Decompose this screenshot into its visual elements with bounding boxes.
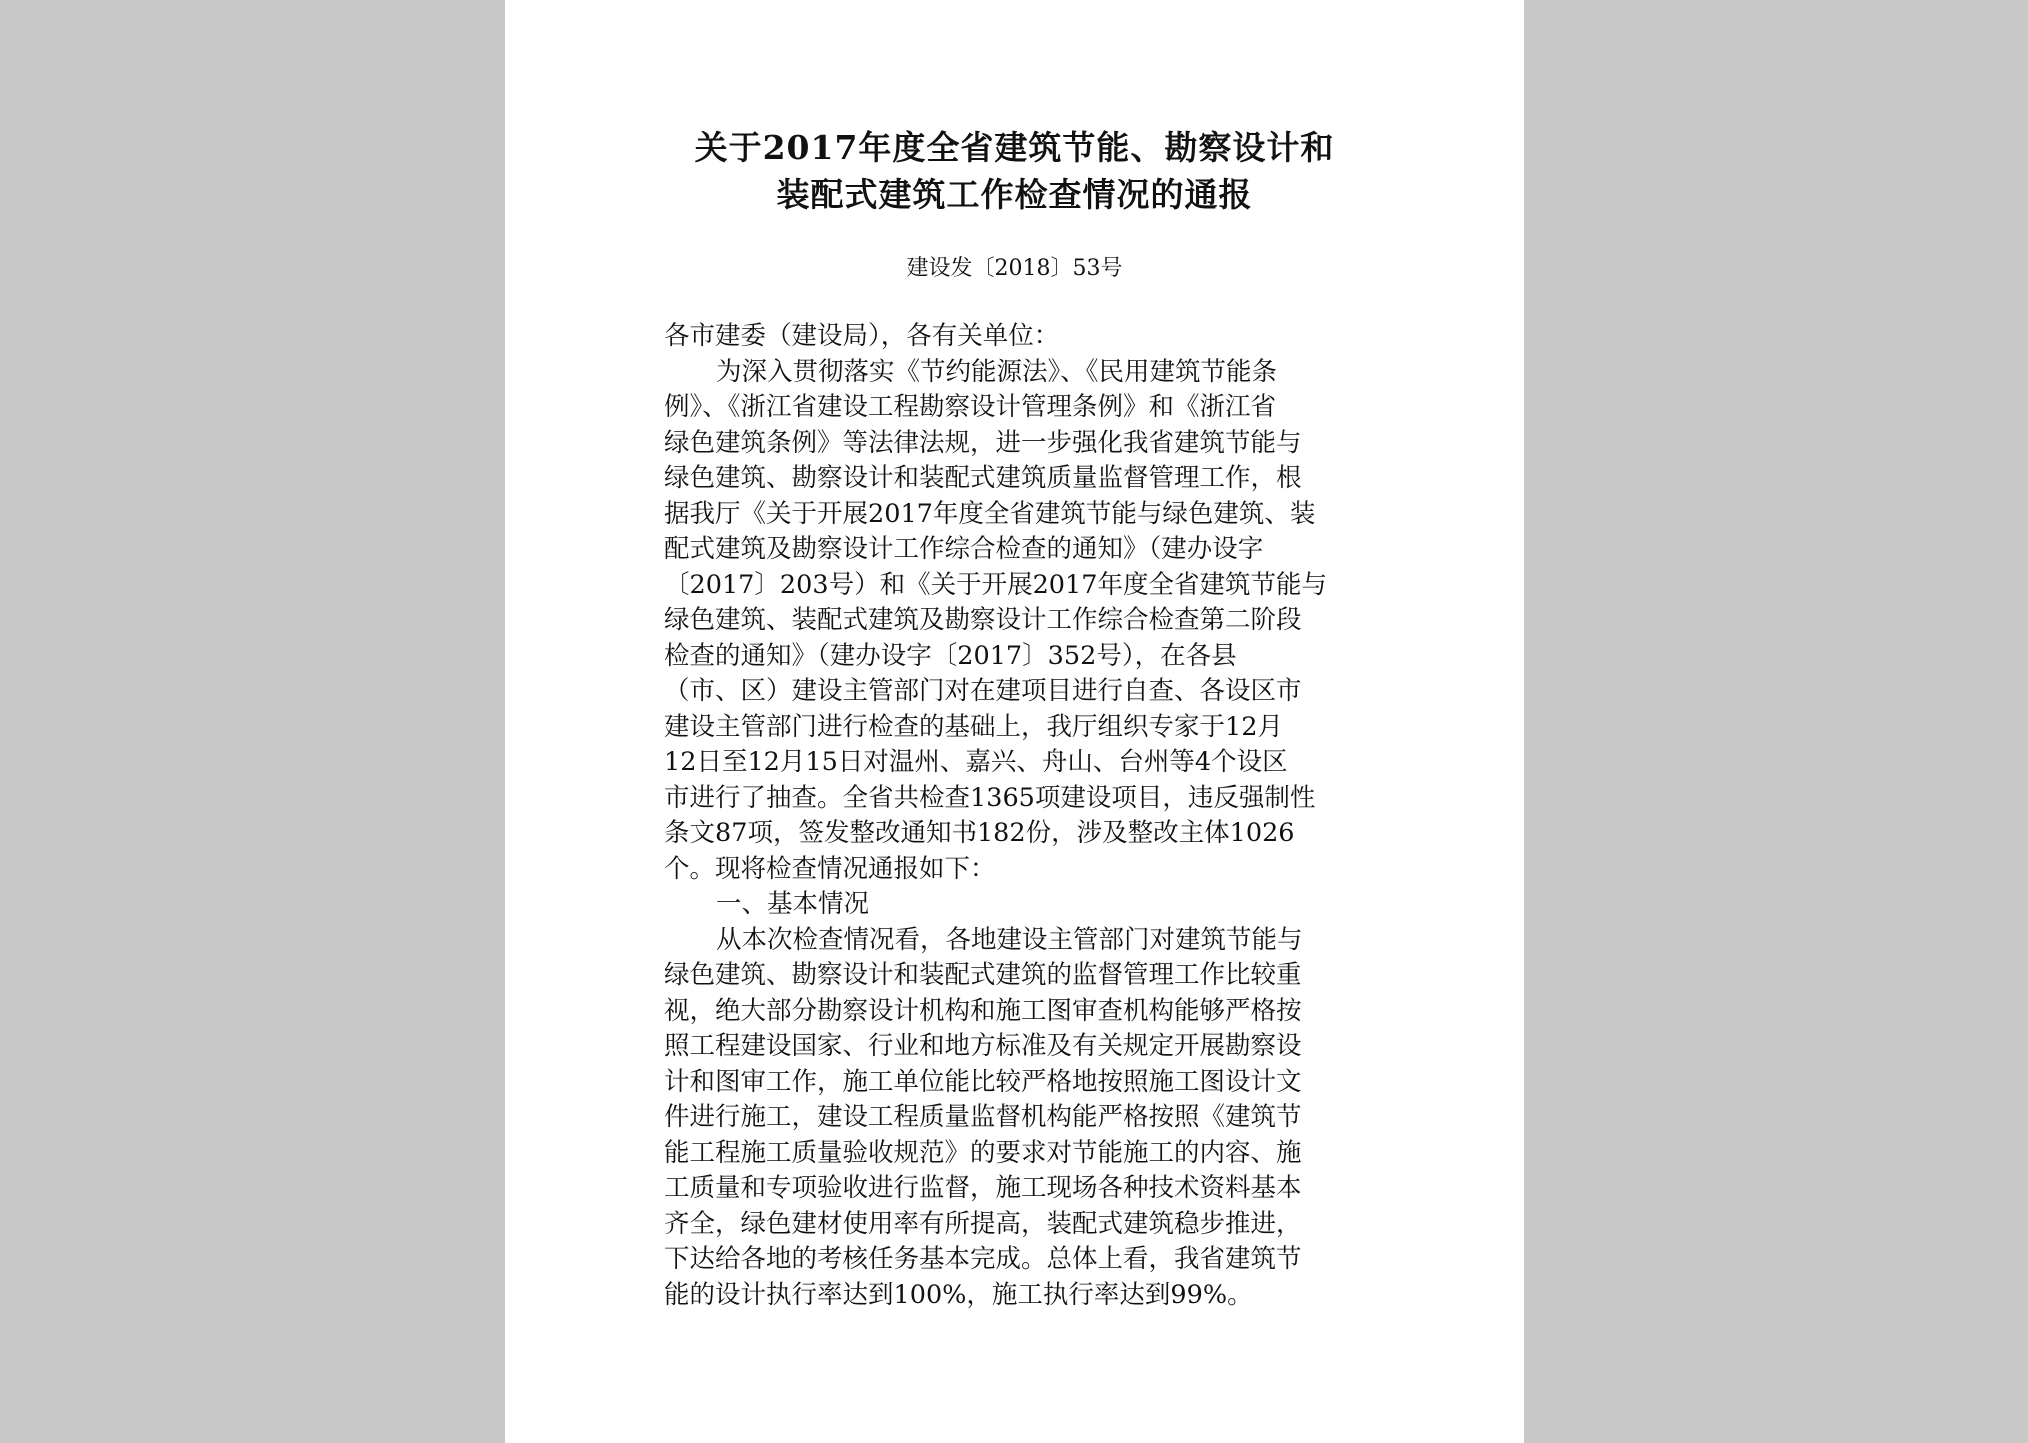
body-text-line: 市进行了抽查。全省共检查1365项建设项目，违反强制性 <box>664 782 1316 813</box>
body-text-line: 工质量和专项验收进行监督，施工现场各种技术资料基本 <box>664 1173 1302 1203</box>
document-title-line-2: 装配式建筑工作检查情况的通报 <box>776 175 1253 214</box>
body-text-line: 齐全，绿色建材使用率有所提高，装配式建筑稳步推进， <box>664 1208 1302 1239</box>
body-text-line: 条文87项，签发整改通知书182份，涉及整改主体1026 <box>664 818 1295 848</box>
body-text-line: 一、基本情况 <box>716 889 870 919</box>
body-text-line: 配式建筑及勘察设计工作综合检查的通知》（建办设字 <box>664 534 1264 564</box>
document-title-line-1: 关于2017年度全省建筑节能、勘察设计和 <box>694 128 1335 167</box>
body-text-line: （市、区）建设主管部门对在建项目进行自查、各设区市 <box>664 676 1302 706</box>
body-text-line: 据我厅《关于开展2017年度全省建筑节能与绿色建筑、装 <box>664 498 1316 529</box>
body-text-line: 绿色建筑、勘察设计和装配式建筑质量监督管理工作，根 <box>664 463 1302 493</box>
body-text-line: 能的设计执行率达到100%，施工执行率达到99%。 <box>664 1279 1253 1310</box>
document-body <box>664 319 1364 1313</box>
body-text-line: 从本次检查情况看，各地建设主管部门对建筑节能与 <box>716 924 1303 955</box>
body-text-line: 下达给各地的考核任务基本完成。总体上看，我省建筑节 <box>664 1244 1302 1274</box>
body-text-line: 个。现将检查情况通报如下： <box>664 853 996 884</box>
document-number: 建设发〔2018〕53号 <box>906 256 1123 281</box>
body-text-line: 绿色建筑条例》等法律法规，进一步强化我省建筑节能与 <box>664 427 1302 458</box>
body-text-line: 件进行施工，建设工程质量监督机构能严格按照《建筑节 <box>664 1102 1302 1132</box>
body-text-line: 为深入贯彻落实《节约能源法》、《民用建筑节能条 <box>716 356 1278 387</box>
body-text-line: 例》、《浙江省建设工程勘察设计管理条例》和《浙江省 <box>664 392 1277 422</box>
body-text-line: 能工程施工质量验收规范》的要求对节能施工的内容、施 <box>664 1137 1302 1168</box>
body-text-line: 计和图审工作，施工单位能比较严格地按照施工图设计文 <box>664 1066 1302 1097</box>
body-text-line: 12日至12月15日对温州、嘉兴、舟山、台州等4个设区 <box>664 747 1288 777</box>
body-text-line: 检查的通知》（建办设字〔2017〕352号），在各县 <box>664 640 1237 671</box>
body-text-line: 各市建委（建设局），各有关单位： <box>664 321 1060 351</box>
body-text-line: 〔2017〕203号）和《关于开展2017年度全省建筑节能与 <box>664 569 1327 600</box>
body-text-line: 绿色建筑、装配式建筑及勘察设计工作综合检查第二阶段 <box>664 605 1302 635</box>
body-text-line: 绿色建筑、勘察设计和装配式建筑的监督管理工作比较重 <box>664 960 1302 990</box>
body-text-line: 视，绝大部分勘察设计机构和施工图审查机构能够严格按 <box>664 995 1302 1026</box>
body-text-line: 建设主管部门进行检查的基础上，我厅组织专家于12月 <box>664 711 1283 742</box>
document-page <box>505 0 1524 1443</box>
body-text-line: 照工程建设国家、行业和地方标准及有关规定开展勘察设 <box>664 1031 1302 1061</box>
